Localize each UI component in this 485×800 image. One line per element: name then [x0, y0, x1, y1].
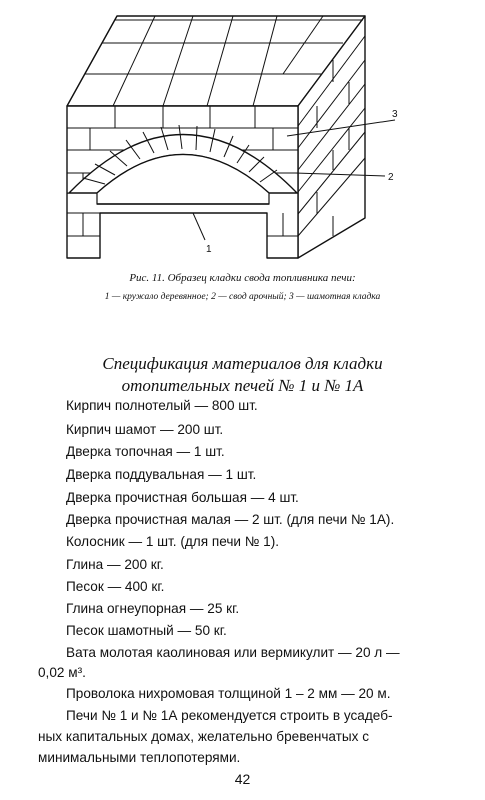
spec-item: Песок — 400 кг.: [66, 579, 165, 594]
callout-1: 1: [206, 244, 212, 255]
spec-item: Дверка топочная — 1 шт.: [66, 444, 225, 459]
recommendation-line: Печи № 1 и № 1А рекомендуется строить в усадеб-: [66, 708, 393, 723]
spec-item: Дверка прочистная малая — 2 шт. (для печи № 1А).: [66, 512, 395, 527]
recommendation-line: ных капитальных домах, желательно бревенчатых с: [38, 729, 370, 744]
spec-item: Глина — 200 кг.: [66, 557, 164, 572]
figure-caption: Рис. 11. Образец кладки свода топливника печи:: [129, 272, 356, 284]
spec-item: Вата молотая каолиновая или вермикулит — 20 л —: [66, 645, 400, 660]
page-number: 42: [234, 771, 251, 787]
spec-item: Колосник — 1 шт. (для печи № 1).: [66, 534, 280, 549]
callout-2: 2: [388, 172, 394, 183]
spec-heading-line-1: Спецификация материалов для кладки: [102, 354, 383, 373]
spec-item: Глина огнеупорная — 25 кг.: [66, 601, 240, 616]
spec-item-continuation: 0,02 м³.: [38, 665, 86, 680]
spec-item: Дверка прочистная большая — 4 шт.: [66, 490, 299, 505]
spec-item: Проволока нихромовая толщиной 1 – 2 мм — 20 м.: [66, 686, 391, 701]
figure-legend: 1 — кружало деревянное; 2 — свод арочный; 3 — шамотная кладка: [104, 292, 381, 302]
callout-3: 3: [392, 109, 398, 120]
recommendation-line: минимальными теплопотерями.: [38, 750, 241, 765]
spec-item: Кирпич шамот — 200 шт.: [66, 422, 224, 437]
spec-item: Дверка поддувальная — 1 шт.: [66, 467, 257, 482]
spec-heading-line-2: отопительных печей № 1 и № 1А: [121, 376, 364, 395]
spec-item: Песок шамотный — 50 кг.: [66, 623, 227, 638]
spec-item: Кирпич полнотелый — 800 шт.: [66, 398, 258, 413]
vault-masonry-figure: [55, 8, 400, 276]
